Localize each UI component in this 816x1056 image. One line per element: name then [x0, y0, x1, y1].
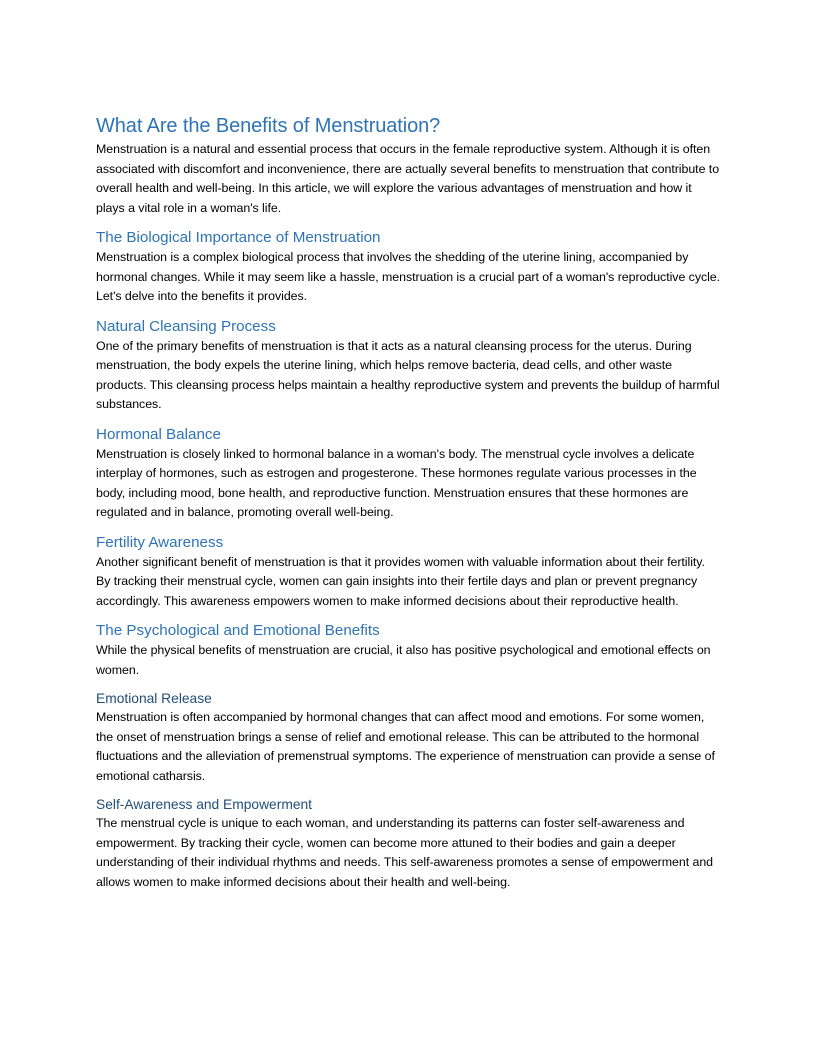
section-heading-natural-cleansing: Natural Cleansing Process	[96, 317, 276, 335]
section-heading-biological-importance: The Biological Importance of Menstruation	[96, 229, 381, 246]
subsection-body-emotional-release: Menstruation is often accompanied by hormonal changes that can affect mood and emotions. For some women, the onset of menstruation brings a sense of relief and emotional release. This can be attributed to the hormonal fluctuations and the alleviation of premenstrual symptoms. The experience of menstruation can provide a sense of emotional catharsis.	[96, 710, 715, 783]
section-heading-fertility-awareness: Fertility Awareness	[96, 533, 224, 551]
section-heading-psychological-emotional: The Psychological and Emotional Benefits	[96, 622, 380, 639]
intro-paragraph: Menstruation is a natural and essential process that occurs in the female reproductive system. Although it is often associated with discomfort and inconvenience, there are actually several benefits to menstruation that contribute to overall health and well-being. In this article, we will explore the various advantages of menstruation and how it plays a vital role in a woman's life.	[96, 142, 720, 215]
subsection-body-self-awareness: The menstrual cycle is unique to each woman, and understanding its patterns can foster self-awareness and empowerment. By tracking their cycle, women can become more attuned to their bodies and gain a deeper understanding of their individual rhythms and needs. This self-awareness promotes a sense of empowerment and allows women to make informed decisions about their health and well-being.	[96, 816, 714, 889]
section-body-hormonal-balance: Menstruation is closely linked to hormonal balance in a woman's body. The menstrual cycle involves a delicate interplay of hormones, such as estrogen and progesterone. These hormones regulate various processes in the body, including mood, bone health, and reproductive function. Menstruation ensures that these hormones are regulated and in balance, promoting overall well-being.	[96, 446, 697, 519]
section-body-natural-cleansing: One of the primary benefits of menstruation is that it acts as a natural cleansing process for the uterus. During menstruation, the body expels the uterine lining, which helps remove bacteria, dead cells, and other waste products. This cleansing process helps maintain a healthy reproductive system and prevents the buildup of harmful substances.	[96, 338, 720, 411]
section-body-biological-importance: Menstruation is a complex biological process that involves the shedding of the uterine lining, accompanied by hormonal changes. While it may seem like a hassle, menstruation is a crucial part of a woman's reproductive cycle. Let's delve into the benefits it provides.	[96, 250, 721, 303]
subsection-heading-emotional-release: Emotional Release	[96, 691, 212, 706]
section-body-fertility-awareness: Another significant benefit of menstruation is that it provides women with valuable information about their fertility. By tracking their menstrual cycle, women can gain insights into their fertile days and plan or prevent pregnancy accordingly. This awareness empowers women to make informed decisions about their reproductive health.	[96, 554, 705, 608]
document-page	[96, 112, 722, 892]
section-heading-hormonal-balance: Hormonal Balance	[96, 425, 221, 443]
section-body-psychological-emotional: While the physical benefits of menstruation are crucial, it also has positive psychological and emotional effects on women.	[96, 643, 711, 677]
subsection-heading-self-awareness: Self-Awareness and Empowerment	[96, 797, 313, 812]
page-title: What Are the Benefits of Menstruation?	[96, 115, 441, 137]
